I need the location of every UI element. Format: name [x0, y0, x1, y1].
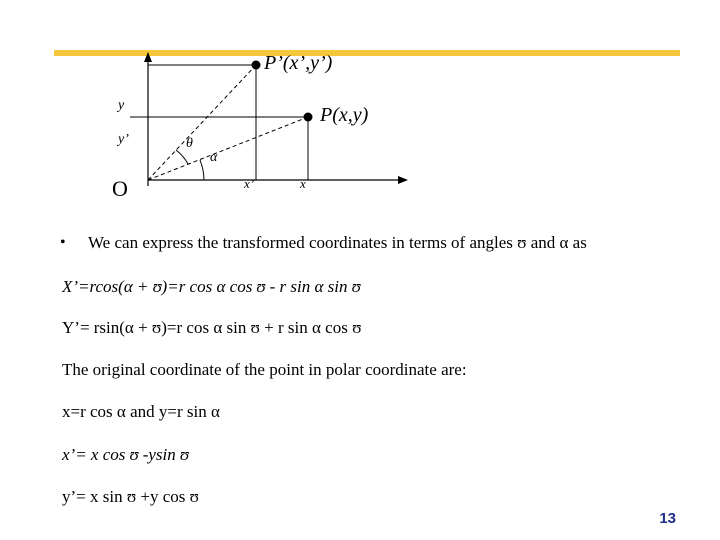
- alpha-arc: [200, 160, 204, 180]
- point-p: [304, 113, 313, 122]
- x-tick-label: x: [300, 176, 306, 191]
- bullet-marker: •: [60, 234, 66, 251]
- point-p-prime: [252, 61, 261, 70]
- radius-to-p-prime: [148, 65, 256, 180]
- alpha-label: α: [210, 150, 218, 165]
- x-prime-tick-label: x’: [244, 176, 255, 191]
- bullet-text: We can express the transformed coordinates in terms of angles ʊ and α as: [88, 233, 587, 252]
- point-p-prime-label: P’(x’,y’): [264, 52, 333, 74]
- slide-number: 13: [659, 510, 676, 527]
- y-prime-tick-label: y’: [118, 132, 129, 147]
- x-axis-arrowhead: [398, 176, 408, 184]
- point-p-label: P(x,y): [320, 104, 369, 126]
- theta-label: θ: [186, 136, 193, 151]
- radius-to-p: [148, 117, 308, 180]
- origin-label: O: [112, 176, 128, 201]
- polar-coordinate-equation: x=r cos α and y=r sin α: [62, 402, 220, 421]
- x-prime-final-equation: x’= x cos ʊ -ysin ʊ: [62, 445, 189, 464]
- y-prime-rotation-equation: Y’= rsin(α + ʊ)=r cos α sin ʊ + r sin α cos ʊ: [62, 318, 362, 337]
- y-prime-final-equation: y’= x sin ʊ +y cos ʊ: [62, 487, 199, 506]
- theta-arc: [176, 150, 188, 164]
- y-tick-label: y: [118, 98, 125, 113]
- polar-coordinate-statement: The original coordinate of the point in polar coordinate are:: [62, 360, 467, 379]
- x-prime-rotation-equation: X’=rcos(α + ʊ)=r cos α cos ʊ - r sin α sin ʊ: [62, 277, 361, 296]
